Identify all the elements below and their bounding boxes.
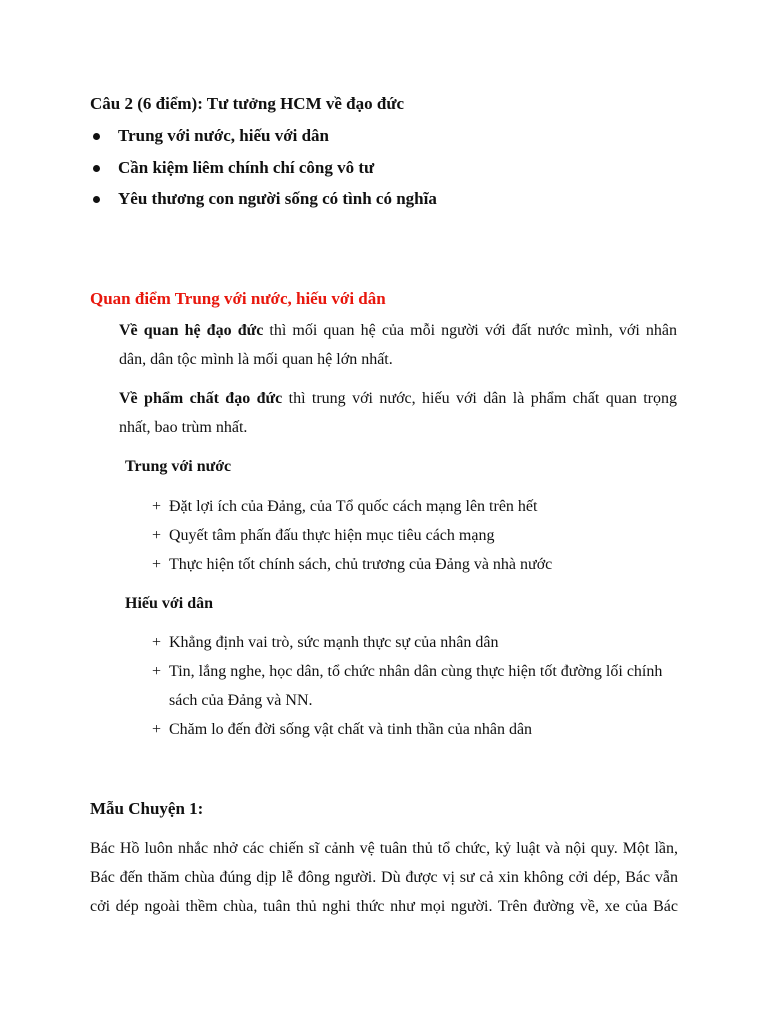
paragraph-pham-chat (119, 384, 677, 442)
paragraph-text: thì trung với nước, hiếu với dân là phẩm chất quan trọng (282, 390, 677, 407)
list-item-text: Thực hiện tốt chính sách, chủ trương của Đảng và nhà nước (169, 556, 553, 573)
section-heading: Quan điểm Trung với nước, hiếu với dân (90, 289, 386, 308)
list-item (152, 715, 692, 744)
list-item-text: Tin, lắng nghe, học dân, tổ chức nhân dân cùng thực hiện tốt đường lối chính (169, 663, 663, 680)
paragraph-bold-lead: Về quan hệ đạo đức (119, 322, 264, 339)
list-item-text: Khẳng định vai trò, sức mạnh thực sự của nhân dân (169, 634, 499, 651)
plus-marker: + (152, 634, 162, 651)
list-item-continuation (152, 686, 692, 715)
question-title: Câu 2 (6 điểm): Tư tưởng HCM về đạo đức (90, 94, 405, 113)
story-paragraph (90, 834, 678, 921)
list-item-text: Đặt lợi ích của Đảng, của Tổ quốc cách mạng lên trên hết (169, 498, 538, 515)
list-item-text: sách của Đảng và NN. (169, 692, 313, 709)
subheading-hieu: Hiếu với dân (125, 595, 213, 612)
plus-marker: + (152, 498, 162, 515)
story-line: Bác đến thăm chùa đúng dịp lễ đông người. Dù được vị sư cả xin không cởi dép, Bác vẫn (90, 869, 678, 886)
list-item (152, 657, 692, 686)
hieu-list (152, 628, 692, 744)
paragraph-line (119, 384, 677, 413)
main-bullet-item: Cần kiệm liêm chính chí công vô tư (118, 158, 375, 177)
plus-marker: + (152, 663, 162, 680)
paragraph-text: thì mối quan hệ của mỗi người với đất nước mình, với nhân (263, 322, 677, 339)
bullet-dot-icon (93, 133, 100, 140)
list-item (152, 550, 692, 579)
list-item-text: Quyết tâm phấn đấu thực hiện mục tiêu cách mạng (169, 527, 495, 544)
story-line: Bác Hồ luôn nhắc nhở các chiến sĩ cảnh vệ tuân thủ tổ chức, kỷ luật và nội quy. Một lần, (90, 840, 678, 857)
main-bullet-item: Yêu thương con người sống có tình có nghĩa (118, 189, 437, 208)
bullet-dot-icon (93, 196, 100, 203)
bullet-dot-icon (93, 165, 100, 172)
paragraph-quan-he (119, 316, 677, 374)
paragraph-line (119, 316, 677, 345)
plus-marker: + (152, 527, 162, 544)
story-heading: Mẫu Chuyện 1: (90, 799, 204, 818)
plus-marker: + (152, 556, 162, 573)
paragraph-line: nhất, bao trùm nhất. (119, 419, 248, 436)
paragraph-bold-lead: Về phẩm chất đạo đức (119, 390, 283, 407)
trung-list (152, 492, 692, 579)
subheading-trung: Trung với nước (125, 458, 232, 475)
plus-marker: + (152, 721, 162, 738)
list-item (152, 521, 692, 550)
main-bullet-item: Trung với nước, hiếu với dân (118, 126, 330, 145)
story-line: cởi dép ngoài thềm chùa, tuân thủ nghi thức như mọi người. Trên đường về, xe của Bác (90, 898, 678, 915)
list-item (152, 628, 692, 657)
paragraph-line: dân, dân tộc mình là mối quan hệ lớn nhất. (119, 351, 393, 368)
list-item-text: Chăm lo đến đời sống vật chất và tinh thần của nhân dân (169, 721, 533, 738)
list-item (152, 492, 692, 521)
